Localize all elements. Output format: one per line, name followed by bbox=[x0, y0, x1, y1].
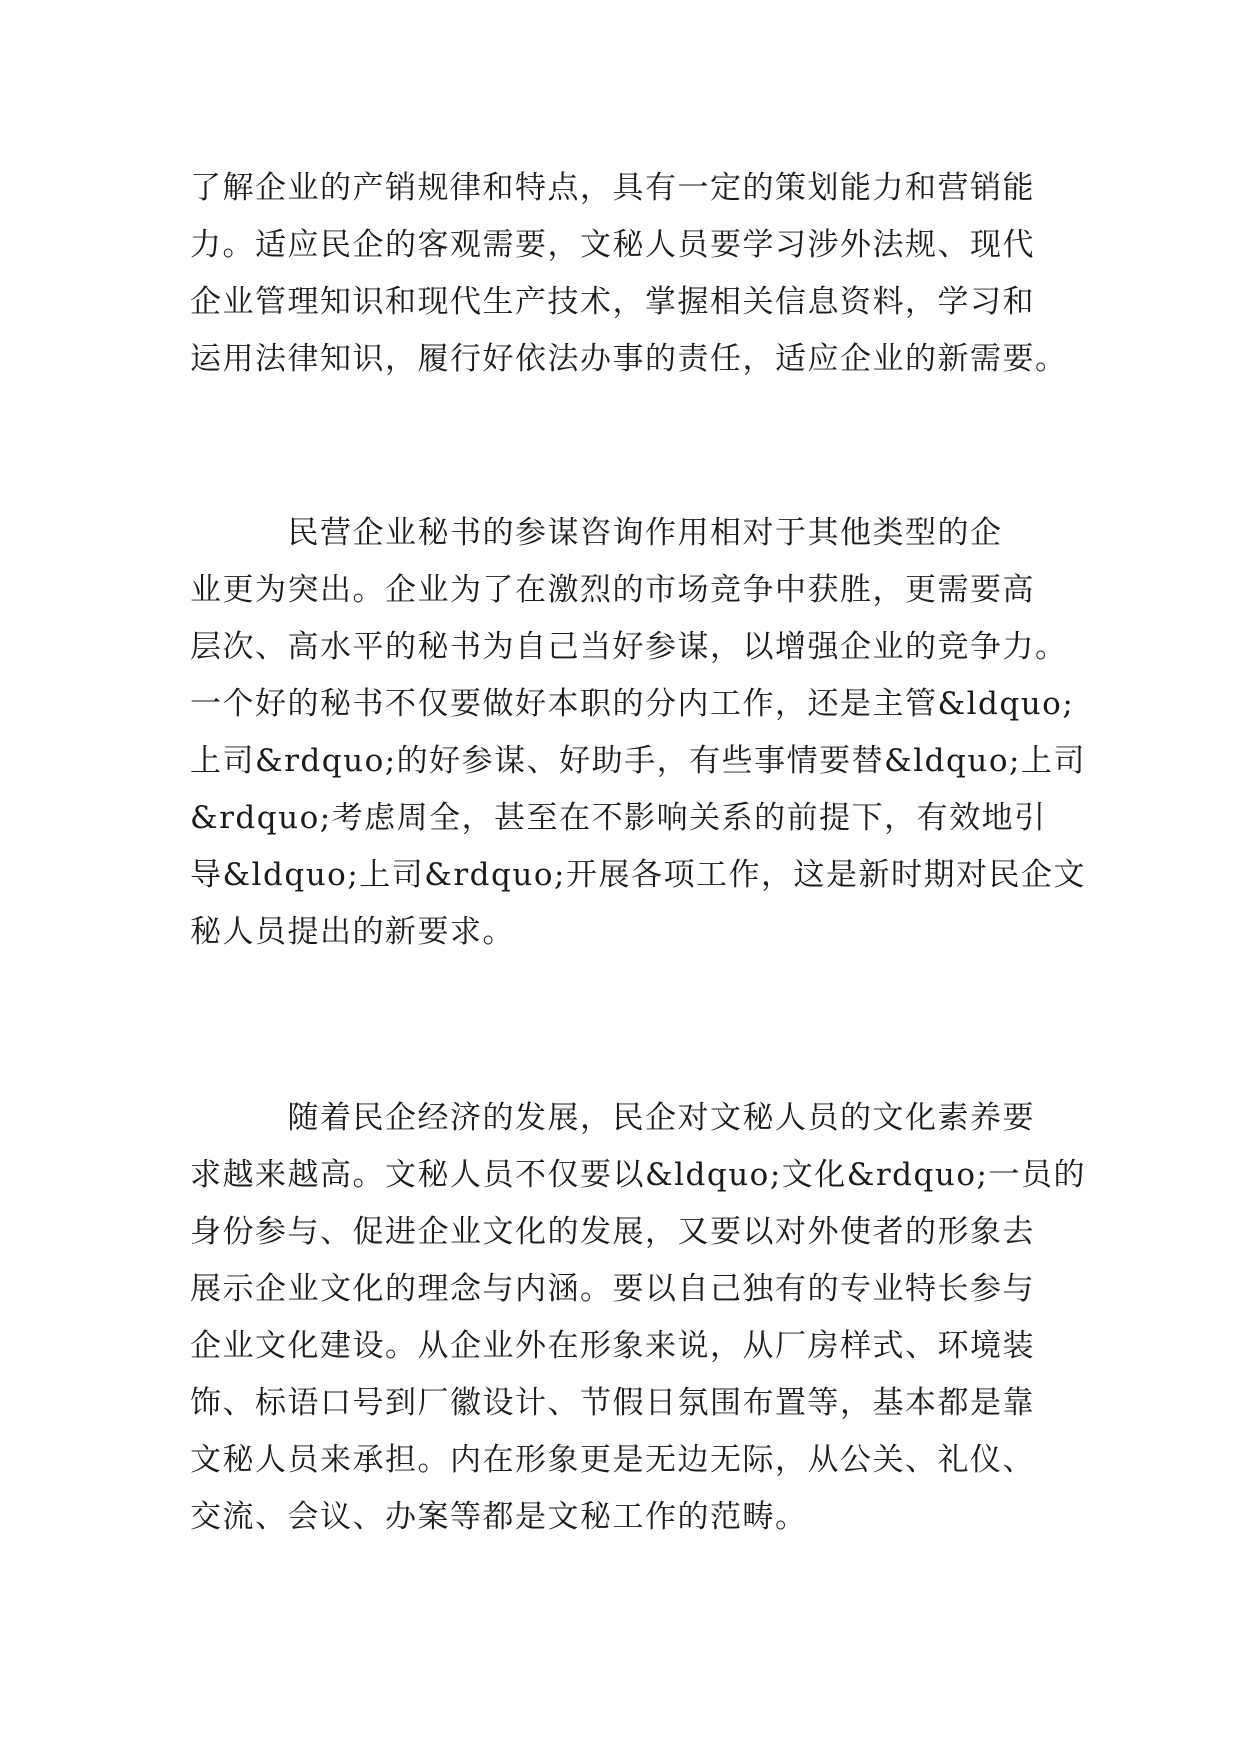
paragraph-1 bbox=[190, 160, 1070, 388]
text-line: 秘人员提出的新要求。 bbox=[190, 914, 515, 950]
text-line: 力。适应民企的客观需要，文秘人员要学习涉外法规、现代 bbox=[190, 227, 1035, 263]
paragraph-3 bbox=[190, 1090, 1086, 1546]
text-line: 层次、高水平的秘书为自己当好参谋，以增强企业的竞争力。 bbox=[190, 629, 1068, 665]
text-line: 随着民企经济的发展，民企对文秘人员的文化素养要 bbox=[190, 1100, 1035, 1136]
text-line: 了解企业的产销规律和特点，具有一定的策划能力和营销能 bbox=[190, 170, 1035, 206]
text-line: 企业文化建设。从企业外在形象来说，从厂房样式、环境装 bbox=[190, 1328, 1035, 1364]
text-line: 上司&rdquo;的好参谋、好助手，有些事情要替&ldquo;上司 bbox=[190, 743, 1086, 779]
text-line: 一个好的秘书不仅要做好本职的分内工作，还是主管&ldquo; bbox=[190, 686, 1075, 722]
text-line: 业更为突出。企业为了在激烈的市场竞争中获胜，更需要高 bbox=[190, 572, 1035, 608]
text-line: 求越来越高。文秘人员不仅要以&ldquo;文化&rdquo;一员的 bbox=[190, 1157, 1086, 1193]
text-line: 运用法律知识，履行好依法办事的责任，适应企业的新需要。 bbox=[190, 341, 1068, 377]
text-line: 展示企业文化的理念与内涵。要以自己独有的专业特长参与 bbox=[190, 1271, 1035, 1307]
paragraph-2 bbox=[190, 505, 1086, 961]
text-line: 民营企业秘书的参谋咨询作用相对于其他类型的企 bbox=[190, 515, 1003, 551]
text-line: 交流、会议、办案等都是文秘工作的范畴。 bbox=[190, 1499, 808, 1535]
text-line: 文秘人员来承担。内在形象更是无边无际，从公关、礼仪、 bbox=[190, 1442, 1035, 1478]
text-line: 企业管理知识和现代生产技术，掌握相关信息资料，学习和 bbox=[190, 284, 1035, 320]
text-line: &rdquo;考虑周全，甚至在不影响关系的前提下，有效地引 bbox=[190, 800, 1047, 836]
text-line: 饰、标语口号到厂徽设计、节假日氛围布置等，基本都是靠 bbox=[190, 1385, 1035, 1421]
text-line: 导&ldquo;上司&rdquo;开展各项工作，这是新时期对民企文 bbox=[190, 857, 1086, 893]
text-line: 身份参与、促进企业文化的发展，又要以对外使者的形象去 bbox=[190, 1214, 1035, 1250]
